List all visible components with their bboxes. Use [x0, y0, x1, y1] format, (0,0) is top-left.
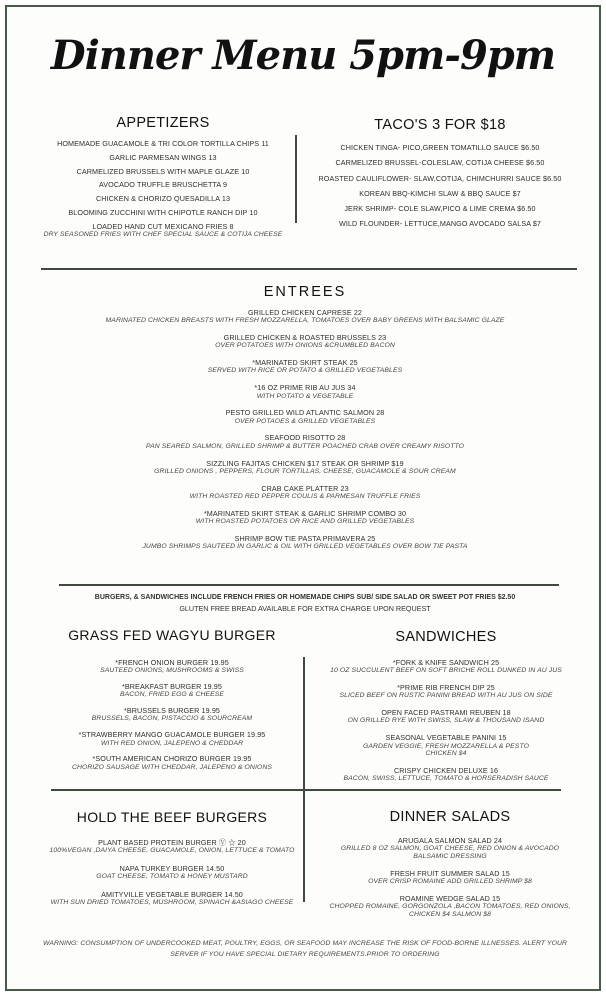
- salads-heading: DINNER SALADS: [389, 809, 511, 825]
- burger-notice-line1: BURGERS, & SANDWICHES INCLUDE FRENCH FRIES OR HOMEMADE CHIPS SUB/ SIDE SALAD OR SWEET POT FRIES $2.50: [94, 594, 516, 601]
- sandwich-desc: 10 OZ SUCCULENT BEEF ON SOFT BRICHE ROLL DUNKED IN AU JUS: [330, 667, 562, 675]
- hold-beef-desc: WITH SUN DRIED TOMATOES, MUSHROOM, SPINACH &ASIAGO CHEESE: [50, 899, 294, 907]
- hold-beef-name: AMITYVILLE VEGETABLE BURGER 14.50: [101, 890, 243, 900]
- appetizer-item: CHICKEN & CHORIZO QUESADILLA 13: [95, 194, 231, 204]
- entree-desc: WITH POTATO & VEGETABLE: [256, 392, 354, 400]
- divider-under-entrees: [59, 584, 559, 586]
- taco-item: KOREAN BBQ-KIMCHI SLAW & BBQ SAUCE $7: [359, 188, 521, 198]
- middle-divider-vertical: [303, 657, 305, 902]
- sandwich-name: *PRIME RIB FRENCH DIP 25: [397, 683, 495, 693]
- entree-desc: MARINATED CHICKEN BREASTS WITH FRESH MOZZARELLA, TOMATOES OVER BABY GREENS WITH BALSAMIC GLAZE: [105, 317, 505, 325]
- wagyu-section: [47, 627, 297, 771]
- appetizer-desc: DRY SEASONED FRIES WITH CHEF SPECIAL SAUCE & COTIJA CHEESE: [43, 230, 283, 238]
- wagyu-heading: GRASS FED WAGYU BURGER: [68, 627, 276, 643]
- salad-name: ARUGALA SALMON SALAD 24: [397, 836, 503, 845]
- salad-name: ROAMINE WEDGE SALAD 15: [399, 894, 501, 903]
- wagyu-name: *FRENCH ONION BURGER 19.95: [115, 658, 229, 667]
- salad-desc: OVER CRISP ROMAINE ADD GRILLED SHRIMP $8: [368, 878, 532, 886]
- sandwich-desc: SLICED BEEF ON RUSTIC PANINI BREAD WITH AU JUS ON SIDE: [339, 692, 553, 700]
- wagyu-name: *BRUSSELS BURGER 19.95: [123, 706, 221, 716]
- entree-desc: PAN SEARED SALMON, GRILLED SHRIMP & BUTTER POACHED CRAB OVER CREAMY RISOTTO: [145, 442, 465, 450]
- entree-name: SIZZLING FAJITAS CHICKEN $17 STEAK OR SHRIMP $19: [206, 458, 404, 468]
- sandwich-name: CRISPY CHICKEN DELUXE 16: [393, 766, 499, 776]
- entree-name: *MARINATED SKIRT STEAK & GARLIC SHRIMP COMBO 30: [203, 508, 407, 518]
- hold-beef-desc: GOAT CHEESE, TOMATO & HONEY MUSTARD: [96, 873, 248, 881]
- entrees-heading: ENTREES: [263, 284, 347, 300]
- tacos-section: [305, 117, 575, 229]
- hold-beef-heading: HOLD THE BEEF BURGERS: [76, 809, 268, 825]
- divider-above-bottom: [51, 789, 561, 791]
- entree-desc: JUMBO SHRIMPS SAUTEED IN GARLIC & OIL WITH GRILLED VEGETABLES OVER BOW TIE PASTA: [142, 543, 468, 551]
- sandwiches-section: [315, 629, 577, 783]
- taco-item: WILD FLOUNDER- LETTUCE,MANGO AVOCADO SALSA $7: [338, 219, 542, 229]
- entree-name: GRILLED CHICKEN & ROASTED BRUSSELS 23: [223, 333, 387, 343]
- appetizers-heading: APPETIZERS: [116, 115, 210, 131]
- salad-desc: GRILLED 8 OZ SALMON, GOAT CHEESE, RED ONION & AVOCADO BALSAMIC DRESSING: [340, 845, 560, 861]
- entree-desc: OVER POTATOES WITH ONIONS &CRUMBLED BACON: [215, 342, 395, 350]
- warning-line2: SERVER IF YOU HAVE SPECIAL DIETARY REQUIREMENTS.PRIOR TO ORDERING: [170, 950, 440, 958]
- sandwich-name: *FORK & KNIFE SANDWICH 25: [392, 658, 500, 667]
- wagyu-name: *SOUTH AMERICAN CHORIZO BURGER 19.95: [92, 754, 252, 764]
- hold-beef-desc: 100%VEGAN ,DAIYA CHEESE, GUACAMOLE, ONION, LETTUCE & TOMATO: [49, 847, 295, 855]
- entrees-section: [47, 284, 563, 551]
- sandwich-desc: GARDEN VEGGIE, FRESH MOZZARELLA & PESTO: [363, 742, 529, 750]
- entree-desc: WITH ROASTED RED PEPPER COULIS & PARMESAN TRUFFLE FRIES: [189, 492, 421, 500]
- entree-desc: OVER POTAOES & GRILLED VEGETABLES: [234, 417, 376, 425]
- taco-item: ROASTED CAULIFLOWER- SLAW,COTIJA, CHIMCHURRI SAUCE $6.50: [318, 173, 562, 183]
- hold-beef-name: NAPA TURKEY BURGER 14.50: [119, 864, 225, 874]
- entree-desc: SERVED WITH RICE OR POTATO & GRILLED VEGETABLES: [207, 367, 403, 375]
- hold-beef-name: PLANT BASED PROTEIN BURGER Ⓥ ☆ 20: [98, 838, 246, 847]
- sandwich-desc: BACON, SWISS, LETTUCE, TOMATO & HORSERADISH SAUCE: [343, 775, 549, 783]
- sandwiches-heading: SANDWICHES: [395, 629, 497, 645]
- page-title: Dinner Menu 5pm-9pm: [50, 32, 556, 79]
- appetizers-section: [37, 115, 289, 239]
- wagyu-name: *STRAWBERRY MANGO GUACAMOLE BURGER 19.95: [78, 730, 266, 740]
- wagyu-desc: SAUTEED ONIONS, MUSHROOMS & SWISS: [100, 667, 244, 675]
- wagyu-desc: CHORIZO SAUSAGE WITH CHEDDAR, JALEPENO & ONIONS: [72, 763, 272, 771]
- salad-desc-extra: CHICKEN $4 SALMON $8: [408, 911, 492, 919]
- entree-name: SHRIMP BOW TIE PASTA PRIMAVERA 25: [234, 533, 376, 543]
- appetizer-item: HOMEMADE GUACAMOLE & TRI COLOR TORTILLA CHIPS 11: [57, 139, 269, 148]
- entree-desc: WITH ROASTED POTATOES OR RICE AND GRILLED VEGETABLES: [195, 518, 415, 526]
- wagyu-desc: WITH RED ONION, JALEPENO & CHEDDAR: [100, 739, 244, 747]
- top-divider-vertical: [295, 135, 297, 223]
- wagyu-desc: BRUSSELS, BACON, PISTACCIO & SOURCREAM: [91, 715, 253, 723]
- entree-name: *MARINATED SKIRT STEAK 25: [252, 358, 358, 368]
- sandwich-name: SEASONAL VEGETABLE PANINI 15: [385, 733, 507, 743]
- salad-desc: CHOPPED ROMAINE, GORGONZOLA ,BACON TOMATOES, RED ONIONS,: [329, 903, 571, 911]
- hold-beef-section: [47, 809, 297, 907]
- appetizer-item: GARLIC PARMESAN WINGS 13: [109, 152, 217, 162]
- wagyu-desc: BACON, FRIED EGG & CHEESE: [119, 691, 225, 699]
- wagyu-name: *BREAKFAST BURGER 19.95: [121, 682, 223, 692]
- sandwich-desc: ON GRILLED RYE WITH SWISS, SLAW & THOUSAND ISAND: [347, 717, 545, 725]
- appetizer-item: CARMELIZED BRUSSELS WITH MAPLE GLAZE 10: [76, 166, 250, 176]
- burger-notice: [37, 594, 573, 613]
- taco-item: JERK SHRIMP- COLE SLAW,PICO & LIME CREMA $6.50: [344, 204, 536, 214]
- entree-desc: GRILLED ONIONS , PEPPERS, FLOUR TORTILLAS, CHEESE, GUACAMOLE & SOUR CREAM: [154, 467, 456, 475]
- tacos-heading: TACO'S 3 FOR $18: [374, 117, 506, 133]
- burger-notice-line2: GLUTEN FREE BREAD AVAILABLE FOR EXTRA CHARGE UPON REQUEST: [179, 604, 431, 613]
- salads-section: [325, 809, 575, 919]
- warning-notice: [37, 940, 573, 959]
- entree-name: PESTO GRILLED WILD ATLANTIC SALMON 28: [225, 408, 385, 418]
- warning-line1: WARNING: CONSUMPTION OF UNDERCOOKED MEAT, POULTRY, EGGS, OR SEAFOOD MAY INCREASE THE RISK OF FOOD-BORNE ILLNESSES. ALERT YOUR: [43, 940, 567, 947]
- appetizer-item: LOADED HAND CUT MEXICANO FRIES 8: [92, 221, 234, 231]
- divider-under-appetizers: [41, 268, 577, 270]
- taco-item: CHICKEN TINGA- PICO,GREEN TOMATILLO SAUCE $6.50: [340, 143, 540, 152]
- salad-name: FRESH FRUIT SUMMER SALAD 15: [390, 868, 510, 878]
- menu-page: [5, 5, 601, 991]
- appetizer-item: BLOOMING ZUCCHINI WITH CHIPOTLE RANCH DIP 10: [68, 207, 258, 217]
- entree-name: *16 OZ PRIME RIB AU JUS 34: [254, 383, 356, 393]
- entree-name: CRAB CAKE PLATTER 23: [261, 483, 349, 493]
- taco-item: CARMELIZED BRUSSEL-COLESLAW, COTIJA CHEESE $6.50: [335, 158, 545, 168]
- entree-name: GRILLED CHICKEN CAPRESE 22: [247, 308, 363, 317]
- entree-name: SEAFOOD RISOTTO 28: [264, 433, 346, 443]
- sandwich-desc-extra: CHICKEN $4: [425, 750, 467, 758]
- appetizer-item: AVOCADO TRUFFLE BRUSCHETTA 9: [98, 180, 228, 190]
- sandwich-name: OPEN FACED PASTRAMI REUBEN 18: [381, 708, 511, 718]
